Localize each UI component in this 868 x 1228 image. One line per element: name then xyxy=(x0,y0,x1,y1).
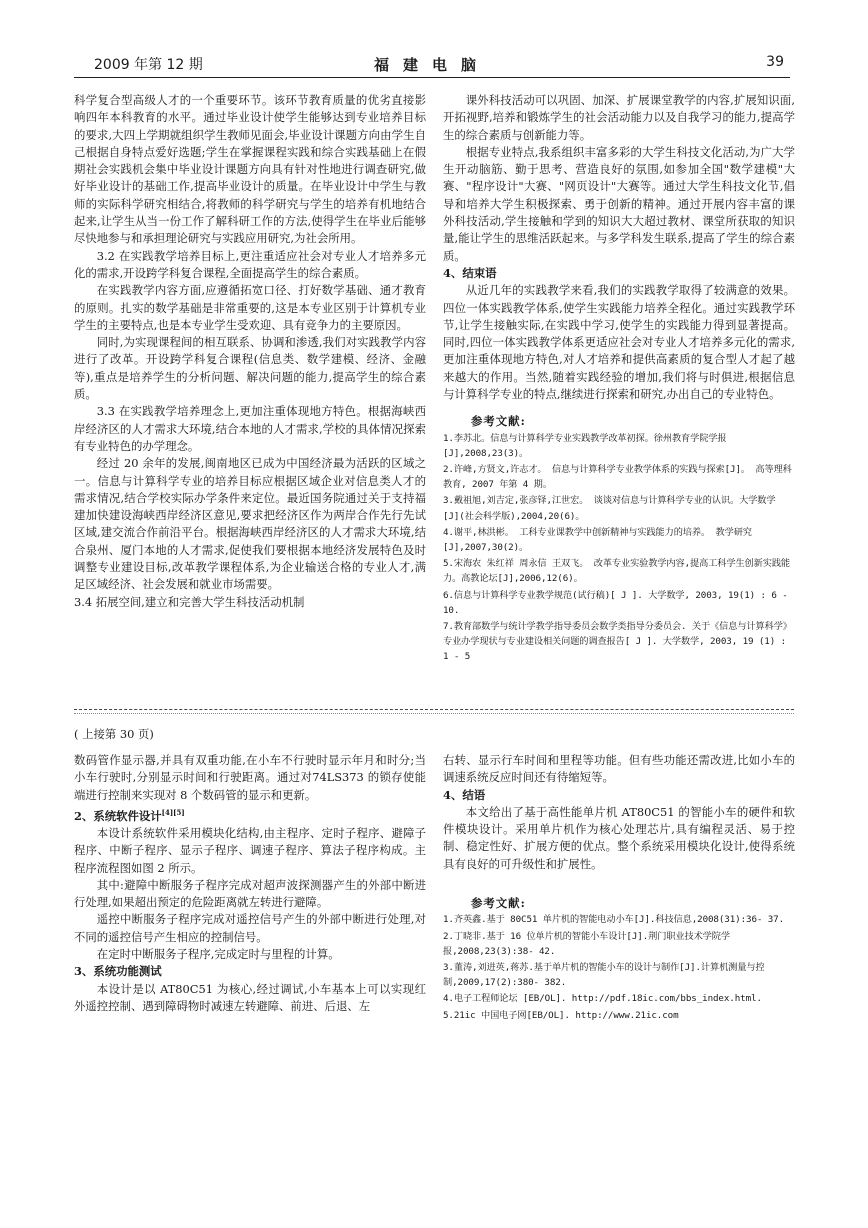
paragraph: 经过 20 余年的发展,闽南地区已成为中国经济最为活跃的区域之一。信息与计算科学专业的培养目标应根据区域企业对信息类人才的需求情况,结合学校实际办学条件来定位。最近国务院通过关于支持福建加快建设海峡西岸经济区意见,要求把经济区作为两岸合作先行先试区域,建交流合作前沿平台。根据海峡西岸经济区的人才需求大环境,结合泉州、厦门本地的人才需求,促使我们要根据本地经济发展特色及时调整专业建设目标,改革教学课程体系,为企业输送合格的专业人才,满足区域经济、社会发展和就业市场需要。 xyxy=(74,456,426,592)
page-header xyxy=(74,50,790,78)
paragraph: 本设计系统软件采用模块化结构,由主程序、定时子程序、避障子程序、中断子程序、显示子程序、调速子程序、算法子程序构成。主程序流程图如图 2 所示。 xyxy=(74,825,426,875)
paragraph: 数码管作显示器,并具有双重功能,在小车不行驶时显示年月和时分;当小车行驶时,分别显示时间和行驶距离。通过对74LS373 的锁存使能端进行控制来实现对 8 个数码管的显示和更新。 xyxy=(74,753,426,802)
paragraph: 本文给出了基于高性能单片机 AT80C51 的智能小车的硬件和软件模块设计。采用单片机作为核心处理芯片,具有编程灵活、易于控制、稳定性好、扩展方便的优点。整个系统采用模块化设计,使得系统具有良好的可升级性和扩展性。 xyxy=(443,804,795,871)
paragraph: 同时,为实现课程间的相互联系、协调和渗透,我们对实践教学内容进行了改革。开设跨学科复合课程(信息类、数学建模、经济、金融等),重点是培养学生的分析问题、解决问题的能力,提高学生的综合素质。 xyxy=(74,335,426,402)
closing-heading: 4、结语 xyxy=(443,787,486,802)
section-3-2: 3.2 在实践教学培养目标上,更注重适应社会对专业人才培养多元化的需求,开设跨学科复合课程,全面提高学生的综合素质。 xyxy=(74,248,426,280)
header-rule xyxy=(74,77,790,78)
reference-item: 2.许峰,方贤文,许志才。 信息与计算科学专业教学体系的实践与探索[J]。 高等理科教育, 2007 年第 4 期。 xyxy=(443,464,792,491)
reference-item: 3.董涛,刘进英,蒋苏.基于单片机的智能小车的设计与制作[J].计算机测量与控制,2009,17(2):380- 382. xyxy=(443,961,765,989)
reference-item: 1.齐英鑫.基于 80C51 单片机的智能电动小车[J].科技信息,2008(31):36- 37. xyxy=(443,914,785,926)
reference-item: 3.戴祖旭,刘吉定,张彦铎,江世宏。 谈谈对信息与计算科学专业的认识。大学数学 [J](社会科学版),2004,20(6)。 xyxy=(443,495,776,522)
journal-title: 福建电脑 xyxy=(373,56,490,74)
article-divider xyxy=(74,709,794,718)
article-left-column xyxy=(74,92,426,611)
article-right-column xyxy=(443,92,795,666)
references-title: 参考文献: xyxy=(471,414,526,429)
paragraph: 根据专业特点,我系组织丰富多彩的大学生科技文化活动,为广大学生开动脑筋、勤于思考、营造良好的氛围,如参加全国"数学建模"大赛、"程序设计"大赛、"网页设计"大赛等。通过大学生科技文化节,倡导和培养大学生积极探索、勇于创新的精神。通过开展内容丰富的课外科技活动,学生接触和学到的知识大大超过教材、课堂所获取的知识量,能让学生的思维活跃起来。与多学科发生联系,提高了学生的综合素质。 xyxy=(443,144,795,263)
citation-superscript: [4][5] xyxy=(161,807,185,817)
reference-item: 6.信息与计算科学专业教学规范(试行稿)[ J ]. 大学数学, 2003, 19(1) : 6 - 10. xyxy=(443,589,788,616)
testing-heading: 3、系统功能测试 xyxy=(74,964,162,979)
reference-item: 4.电子工程师论坛 [EB/OL]. http://pdf.18ic.com/bbs_index.html. xyxy=(443,993,762,1005)
software-heading xyxy=(74,804,426,825)
reference-item: 1.李苏北。信息与计算科学专业实践教学改革初探。徐州教育学院学报[J],2008,23(3)。 xyxy=(443,432,727,459)
section-3-3: 3.3 在实践教学培养理念上,更加注重体现地方特色。根据海峡西岸经济区的人才需求大环境,结合本地的人才需求,学校的具体情况探索有专业特色的办学理念。 xyxy=(74,404,426,453)
conclusion-heading: 4、结束语 xyxy=(443,265,497,280)
paragraph: 遥控中断服务子程序完成对遥控信号产生的外部中断进行处理,对不同的遥控信号产生相应的控制信号。 xyxy=(74,912,426,944)
reference-item: 5.21ic 中国电子网[EB/OL]. http://www.21ic.com xyxy=(443,1009,679,1021)
reference-item: 2.丁晓非.基于 16 位单片机的智能小车设计[J].荆门职业技术学院学报,2008,23(3):38- 42. xyxy=(443,930,730,957)
paragraph: 课外科技活动可以巩固、加深、扩展课堂教学的内容,扩展知识面,开拓视野,培养和锻炼学生的社会活动能力以及自我学习的能力,提高学生的综合素质与创新能力等。 xyxy=(443,93,795,142)
paragraph: 在定时中断服务子程序,完成定时与里程的计算。 xyxy=(96,947,340,962)
issue-label: 2009 年第 12 期 xyxy=(94,57,203,73)
paragraph: 科学复合型高级人才的一个重要环节。该环节教育质量的优劣直接影响四年本科教育的水平。通过毕业设计使学生能够达到专业培养目标的要求,大四上学期就组织学生教师见面会,毕业设计课题方向由学生自己根据自身特点爱好选题;学生在掌握课程实践和综合实践基础上在假期社会实践机会集中毕业设计课题方向具有针对性地进行调查研究,做好毕业设计的基础工作,提高毕业设计的质量。在毕业设计中学生与教师的实际科学研究相结合,将教师的科学研究与学生的培养有机地结合起来,让学生从当一份工作了解科研工作的方法,使得学生在毕业后能够尽快地参与和承担理论研究与实践应用研究,为社会所用。 xyxy=(74,93,426,246)
paragraph: 从近几年的实践教学来看,我们的实践教学取得了较满意的效果。四位一体实践教学体系,使学生实践能力培养全程化。通过实践教学环节,让学生接触实际,在实践中学习,使学生的实践能力得到显著提高。同时,四位一体实践教学体系更适应社会对专业人才培养多元化的需求,更加注重体现地方特色,对人才培养和提供高素质的复合型人才起了越来越大的作用。当然,随着实践经验的增加,我们将与时俱进,根据信息与计算科学专业的特点,继续进行探索和研究,办出自己的专业特色。 xyxy=(443,283,795,402)
section-3-4: 3.4 拓展空间,建立和完善大学生科技活动机制 xyxy=(74,594,305,609)
continued-left-column xyxy=(74,752,426,1015)
paragraph: 右转、显示行车时间和里程等功能。但有些功能还需改进,比如小车的调速系统反应时间还有待缩短等。 xyxy=(443,753,795,785)
paragraph: 其中:避障中断服务子程序完成对超声波探测器产生的外部中断进行处理,如果超出预定的危险距离就左转进行避障。 xyxy=(74,877,426,910)
reference-list xyxy=(443,431,795,665)
references-title: 参考文献: xyxy=(471,896,526,911)
reference-item: 4.谢平,林洪彬。 工科专业课教学中创新精神与实践能力的培养。 教学研究[J],2007,30(2)。 xyxy=(443,526,752,554)
paragraph: 在实践教学内容方面,应遵循拓宽口径、打好数学基础、通才教育的原则。扎实的数学基础是非常重要的,这是本专业区别于计算机专业学生的主要特点,也是本专业学生受欢迎、具有竞争力的主要原因。 xyxy=(74,283,426,332)
software-heading-text: 2、系统软件设计 xyxy=(74,808,162,823)
continued-note: ( 上接第 30 页) xyxy=(74,727,154,741)
reference-item: 5.宋海农 朱红祥 周永信 王双飞。 改革专业实验教学内容,提高工科学生创新实践能力。高教论坛[J],2006,12(6)。 xyxy=(443,558,790,585)
reference-item: 7.教育部数学与统计学教学指导委员会数学类指导分委员会. 关于《信息与计算科学》专业办学现状与专业建设相关问题的调查报告[ J ]. 大学数学, 2003, 19 (1) : 1 - 5 xyxy=(443,621,792,663)
paragraph: 本设计是以 AT80C51 为核心,经过调试,小车基本上可以实现红外遥控控制、遇到障碍物时减速左转避障、前进、后退、左 xyxy=(74,981,426,1013)
continued-right-column xyxy=(443,752,795,1024)
reference-list xyxy=(443,912,795,1022)
page-number: 39 xyxy=(766,54,784,70)
